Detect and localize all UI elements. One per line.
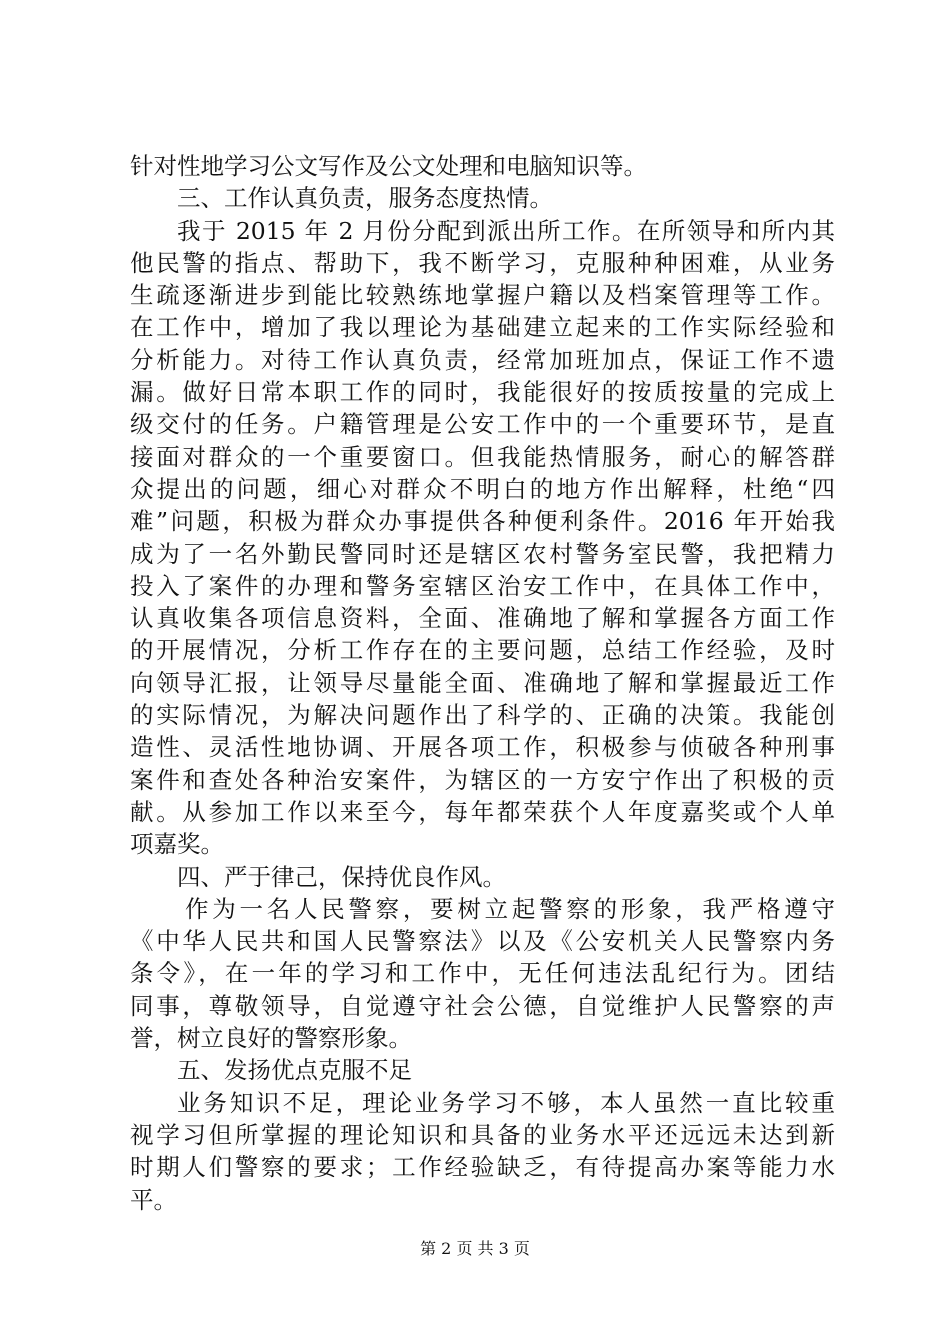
body-line: 视学习但所掌握的理论知识和具备的业务水平还远远未达到新 bbox=[130, 1120, 835, 1149]
body-line: 献。从参加工作以来至今，每年都荣获个人年度嘉奖或个人单 bbox=[130, 797, 835, 826]
body-line: 认真收集各项信息资料，全面、准确地了解和掌握各方面工作 bbox=[130, 604, 835, 633]
body-line: 同事，尊敬领导，自觉遵守社会公德，自觉维护人民警察的声 bbox=[130, 991, 835, 1020]
body-line: 向领导汇报，让领导尽量能全面、准确地了解和掌握最近工作 bbox=[130, 668, 835, 697]
body-line: 漏。做好日常本职工作的同时，我能很好的按质按量的完成上 bbox=[130, 378, 835, 407]
body-line: 造性、灵活性地协调、开展各项工作，积极参与侦破各种刑事 bbox=[130, 733, 835, 762]
body-line: 案件和查处各种治安案件，为辖区的一方安宁作出了积极的贡 bbox=[130, 765, 835, 794]
body-line: 投入了案件的办理和警务室辖区治安工作中，在具体工作中， bbox=[130, 571, 835, 600]
body-line: 的开展情况，分析工作存在的主要问题，总结工作经验，及时 bbox=[130, 636, 835, 665]
body-line: 在工作中，增加了我以理论为基础建立起来的工作实际经验和 bbox=[130, 313, 835, 342]
body-line: 众提出的问题，细心对群众不明白的地方作出解释，杜绝“四 bbox=[130, 474, 835, 503]
body-line: 成为了一名外勤民警同时还是辖区农村警务室民警，我把精力 bbox=[130, 539, 835, 568]
page-number: 第 2 页 共 3 页 bbox=[420, 1239, 530, 1258]
section-heading: 五、发扬优点克服不足 bbox=[177, 1056, 412, 1085]
section-heading: 三、工作认真负责，服务态度热情。 bbox=[177, 184, 553, 213]
document-body bbox=[130, 150, 835, 1216]
body-line: 誉，树立良好的警察形象。 bbox=[130, 1024, 412, 1053]
section-heading: 四、严于律己，保持优良作风。 bbox=[177, 862, 506, 891]
body-line: 的实际情况，为解决问题作出了科学的、正确的决策。我能创 bbox=[130, 701, 835, 730]
body-line: 条令》，在一年的学习和工作中，无任何违法乱纪行为。团结 bbox=[130, 959, 835, 988]
body-line: 作为一名人民警察，要树立起警察的形象，我严格遵守 bbox=[185, 894, 835, 923]
body-line: 针对性地学习公文写作及公文处理和电脑知识等。 bbox=[130, 152, 647, 180]
body-line: 难”问题，积极为群众办事提供各种便利条件。2016 年开始我 bbox=[130, 507, 835, 536]
body-line: 《中华人民共和国人民警察法》以及《公安机关人民警察内务 bbox=[130, 927, 835, 956]
body-line: 他民警的指点、帮助下，我不断学习，克服种种困难，从业务 bbox=[130, 248, 835, 277]
body-line: 级交付的任务。户籍管理是公安工作中的一个重要环节，是直 bbox=[130, 410, 835, 439]
body-line: 项嘉奖。 bbox=[130, 830, 224, 859]
body-line: 业务知识不足，理论业务学习不够，本人虽然一直比较重 bbox=[177, 1088, 835, 1117]
body-line: 生疏逐渐进步到能比较熟练地掌握户籍以及档案管理等工作。 bbox=[130, 281, 835, 310]
body-line: 接面对群众的一个重要窗口。但我能热情服务，耐心的解答群 bbox=[130, 442, 835, 471]
body-line: 我于 2015 年 2 月份分配到派出所工作。在所领导和所内其 bbox=[177, 216, 835, 245]
body-line: 时期人们警察的要求；工作经验缺乏，有待提高办案等能力水 bbox=[130, 1153, 835, 1182]
body-line: 分析能力。对待工作认真负责，经常加班加点，保证工作不遗 bbox=[130, 345, 835, 374]
body-line: 平。 bbox=[130, 1185, 177, 1214]
